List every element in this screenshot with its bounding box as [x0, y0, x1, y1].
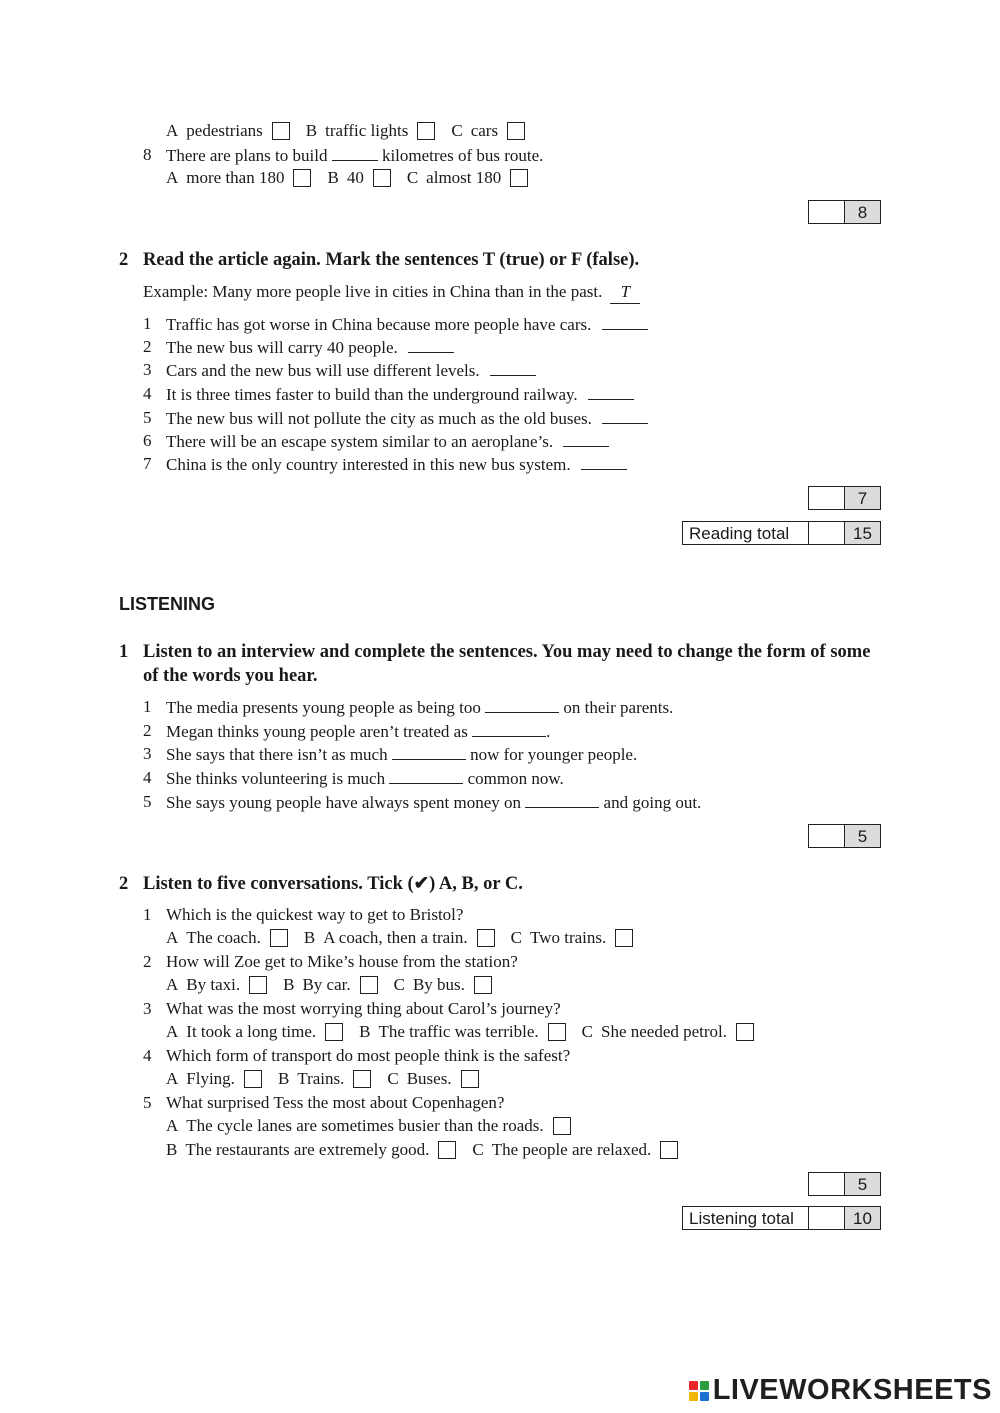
option-text: cars — [470, 121, 499, 140]
gap-item — [166, 791, 701, 814]
checkbox[interactable] — [553, 1117, 571, 1135]
total-max: 10 — [845, 1206, 881, 1230]
option-text: The people are relaxed. — [491, 1140, 652, 1159]
liveworksheets-logo[interactable] — [689, 1374, 992, 1407]
question-text: What was the most worrying thing about Carol’s journey? — [166, 999, 561, 1018]
gap-item — [166, 743, 637, 766]
item-number: 4 — [143, 1046, 152, 1065]
logo-square — [700, 1392, 709, 1401]
answer-blank[interactable] — [392, 743, 466, 760]
total-max: 15 — [845, 521, 881, 545]
item-number: 4 — [143, 768, 152, 787]
option-letter: B — [359, 1022, 371, 1041]
checkbox[interactable] — [660, 1141, 678, 1159]
option-c — [582, 1021, 754, 1043]
logo-icon — [689, 1381, 709, 1401]
checkbox[interactable] — [293, 169, 311, 187]
answer-blank[interactable] — [389, 767, 463, 784]
option-a — [166, 1021, 343, 1043]
gap-item — [166, 720, 550, 743]
answer-blank[interactable] — [588, 383, 634, 400]
question-text: Which is the quickest way to get to Bristol? — [166, 905, 464, 924]
question-text — [166, 144, 543, 167]
item-text-post: now for younger people. — [470, 745, 638, 764]
option-b — [166, 1139, 456, 1161]
option-text: Trains. — [297, 1069, 345, 1088]
answer-blank[interactable] — [525, 791, 599, 808]
answer-blank[interactable] — [472, 720, 546, 737]
option-letter: C — [387, 1069, 399, 1088]
options-row — [166, 1115, 587, 1137]
option-text: more than 180 — [186, 168, 285, 187]
option-c — [472, 1139, 678, 1161]
example-answer: T — [610, 281, 640, 304]
exercise-number: 2 — [119, 874, 129, 894]
item-text-post: common now. — [467, 769, 564, 788]
answer-blank[interactable] — [490, 359, 536, 376]
option-letter: B — [277, 1069, 290, 1088]
option-b — [359, 1021, 566, 1043]
item-text-pre: Megan thinks young people aren’t treated as — [166, 722, 468, 741]
option-c — [511, 927, 634, 949]
checkbox[interactable] — [325, 1023, 343, 1041]
option-letter: B — [283, 975, 295, 994]
logo-square — [689, 1381, 698, 1390]
options-row — [166, 1139, 694, 1161]
option-b — [278, 1068, 371, 1090]
item-text: Cars and the new bus will use different levels. — [166, 361, 480, 380]
option-text: Flying. — [186, 1069, 235, 1088]
score-max: 5 — [845, 824, 881, 848]
option-letter: A — [166, 121, 179, 140]
exercise-number: 2 — [119, 250, 129, 270]
option-b — [283, 974, 378, 996]
checkbox[interactable] — [272, 122, 290, 140]
option-c — [407, 167, 528, 189]
checkbox[interactable] — [736, 1023, 754, 1041]
question-text: Which form of transport do most people think is the safest? — [166, 1046, 571, 1065]
option-text: Buses. — [406, 1069, 452, 1088]
tf-item — [166, 313, 648, 336]
option-text: Two trains. — [530, 928, 607, 947]
checkbox[interactable] — [615, 929, 633, 947]
option-c — [394, 974, 492, 996]
total-input[interactable] — [808, 521, 845, 545]
tf-item — [166, 359, 536, 382]
item-number: 2 — [143, 952, 152, 971]
total-label: Listening total — [682, 1206, 808, 1230]
question-text: How will Zoe get to Mike’s house from the station? — [166, 952, 518, 971]
question-text: What surprised Tess the most about Copenhagen? — [166, 1093, 505, 1112]
checkbox[interactable] — [373, 169, 391, 187]
checkbox[interactable] — [249, 976, 267, 994]
option-letter: C — [451, 121, 463, 140]
option-letter: B — [303, 928, 316, 947]
example-text: Example: Many more people live in cities in China than in the past. — [143, 282, 603, 301]
item-number: 2 — [143, 337, 152, 356]
score-max: 7 — [845, 486, 881, 510]
option-c — [451, 120, 525, 142]
option-text: It took a long time. — [186, 1022, 317, 1041]
options-row — [166, 927, 649, 949]
option-letter: C — [510, 928, 522, 947]
checkbox[interactable] — [360, 976, 378, 994]
gap-item — [166, 696, 673, 719]
total-input[interactable] — [808, 1206, 845, 1230]
item-text-pre: She says young people have always spent money on — [166, 793, 522, 812]
question-text-post: kilometres of bus route. — [381, 146, 544, 165]
q7-options — [166, 120, 541, 142]
checkbox[interactable] — [474, 976, 492, 994]
option-letter: A — [166, 168, 179, 187]
item-text-post: . — [546, 722, 551, 741]
option-letter: C — [472, 1140, 484, 1159]
answer-blank[interactable] — [581, 453, 627, 470]
checkbox[interactable] — [477, 929, 495, 947]
item-number: 5 — [143, 408, 152, 427]
score-input[interactable] — [808, 486, 845, 510]
item-number: 3 — [143, 744, 152, 763]
section-title: LISTENING — [119, 594, 216, 614]
option-a — [166, 167, 311, 189]
option-letter: A — [166, 1116, 179, 1135]
item-text-pre: She says that there isn’t as much — [166, 745, 388, 764]
score-box — [808, 200, 881, 224]
option-text: The coach. — [186, 928, 261, 947]
option-letter: B — [305, 121, 318, 140]
item-text-post: on their parents. — [563, 698, 674, 717]
option-a — [166, 120, 290, 142]
total-label: Reading total — [682, 521, 808, 545]
option-c — [387, 1068, 478, 1090]
option-text: The traffic was terrible. — [378, 1022, 539, 1041]
option-b — [306, 120, 436, 142]
exercise-number: 1 — [119, 642, 129, 662]
checkbox[interactable] — [244, 1070, 262, 1088]
checkbox[interactable] — [507, 122, 525, 140]
item-number: 1 — [143, 697, 152, 716]
item-number: 1 — [143, 905, 152, 924]
option-text: A coach, then a train. — [323, 928, 468, 947]
option-b — [304, 927, 495, 949]
item-number: 1 — [143, 314, 152, 333]
option-text: By taxi. — [186, 975, 241, 994]
option-text: pedestrians — [186, 121, 263, 140]
checkbox[interactable] — [417, 122, 435, 140]
item-text: There will be an escape system similar to an aeroplane’s. — [166, 432, 554, 451]
option-letter: A — [166, 1022, 179, 1041]
logo-square — [689, 1392, 698, 1401]
option-letter: C — [406, 168, 419, 187]
option-letter: B — [327, 168, 339, 187]
item-text-pre: The media presents young people as being too — [166, 698, 481, 717]
tf-item — [166, 430, 609, 453]
item-text: The new bus will not pollute the city as much as the old buses. — [166, 409, 592, 428]
option-a — [166, 1068, 262, 1090]
answer-blank[interactable] — [563, 430, 609, 447]
answer-blank[interactable] — [602, 313, 648, 330]
item-number: 6 — [143, 431, 152, 450]
checkbox[interactable] — [548, 1023, 566, 1041]
option-text: By bus. — [412, 975, 465, 994]
options-row — [166, 974, 508, 996]
score-box — [808, 486, 881, 510]
item-text: Traffic has got worse in China because more people have cars. — [166, 315, 592, 334]
item-number: 5 — [143, 1093, 152, 1112]
options-row — [166, 1021, 770, 1043]
item-text: China is the only country interested in this new bus system. — [166, 455, 571, 474]
item-number: 7 — [143, 454, 152, 473]
listening-total-box — [682, 1206, 881, 1230]
checkbox[interactable] — [353, 1070, 371, 1088]
item-number: 3 — [143, 360, 152, 379]
question-text-pre: There are plans to build — [166, 146, 328, 165]
item-number: 5 — [143, 792, 152, 811]
option-text: The cycle lanes are sometimes busier than the roads. — [186, 1116, 544, 1135]
exercise-instruction: Listen to five conversations. Tick (✔) A, B, or C. — [143, 874, 523, 894]
item-text: It is three times faster to build than the underground railway. — [166, 385, 578, 404]
exercise-instruction: Read the article again. Mark the sentences T (true) or F (false). — [143, 250, 640, 270]
option-text: almost 180 — [426, 168, 502, 187]
checkbox[interactable] — [510, 169, 528, 187]
logo-text: LIVEWORKSHEETS — [712, 1374, 992, 1406]
logo-square — [700, 1381, 709, 1390]
tf-item — [166, 383, 634, 406]
option-letter: C — [393, 975, 405, 994]
option-a — [166, 974, 267, 996]
option-a — [166, 1115, 571, 1137]
tf-item — [166, 336, 454, 359]
option-text: traffic lights — [325, 121, 409, 140]
example-line — [143, 281, 640, 304]
option-b — [327, 167, 390, 189]
reading-total-box — [682, 521, 881, 545]
option-letter: C — [581, 1022, 593, 1041]
score-input[interactable] — [808, 824, 845, 848]
item-number: 2 — [143, 721, 152, 740]
checkbox[interactable] — [270, 929, 288, 947]
score-box — [808, 1172, 881, 1196]
option-letter: A — [166, 1069, 179, 1088]
item-number: 4 — [143, 384, 152, 403]
checkbox[interactable] — [461, 1070, 479, 1088]
item-number: 3 — [143, 999, 152, 1018]
q8-options — [166, 167, 544, 189]
tf-item — [166, 407, 648, 430]
option-text: By car. — [302, 975, 351, 994]
option-text: The restaurants are extremely good. — [185, 1140, 430, 1159]
score-max: 5 — [845, 1172, 881, 1196]
checkbox[interactable] — [438, 1141, 456, 1159]
score-max: 8 — [845, 200, 881, 224]
item-text: The new bus will carry 40 people. — [166, 338, 398, 357]
item-text-post: and going out. — [603, 793, 702, 812]
option-a — [166, 927, 288, 949]
answer-blank[interactable] — [485, 696, 559, 713]
answer-blank[interactable] — [332, 144, 378, 161]
tf-item — [166, 453, 627, 476]
item-text-pre: She thinks volunteering is much — [166, 769, 386, 788]
score-box — [808, 824, 881, 848]
score-input[interactable] — [808, 1172, 845, 1196]
option-letter: B — [166, 1140, 178, 1159]
answer-blank[interactable] — [408, 336, 454, 353]
answer-blank[interactable] — [602, 407, 648, 424]
question-number: 8 — [143, 145, 152, 164]
exercise-instruction: Listen to an interview and complete the sentences. You may need to change the form of some of the words you hear. — [143, 642, 871, 686]
score-input[interactable] — [808, 200, 845, 224]
option-text: 40 — [346, 168, 364, 187]
option-letter: A — [166, 928, 179, 947]
options-row — [166, 1068, 495, 1090]
option-letter: A — [166, 975, 179, 994]
gap-item — [166, 767, 564, 790]
option-text: She needed petrol. — [600, 1022, 728, 1041]
